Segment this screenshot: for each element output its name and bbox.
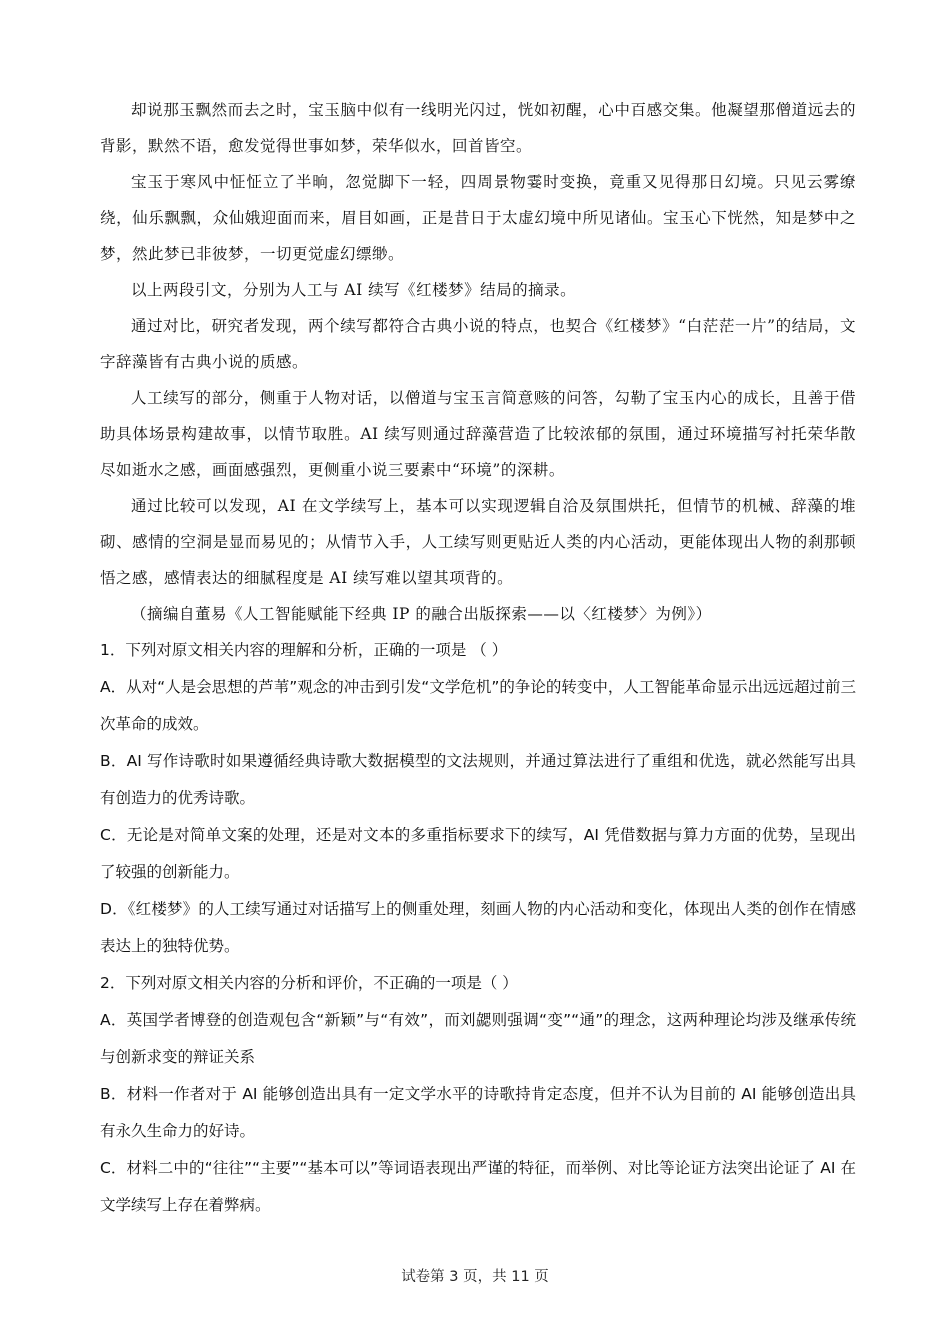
question-1 xyxy=(100,632,856,965)
question-stem: 2．下列对原文相关内容的分析和评价，不正确的一项是（ ） xyxy=(100,974,518,992)
page-content xyxy=(100,92,856,1224)
question-2 xyxy=(100,965,856,1224)
passage-paragraph: 人工续写的部分，侧重于人物对话，以僧道与宝玉言简意赅的问答，勾勒了宝玉内心的成长，且善于借助具体场景构建故事，以情节取胜。AI 续写则通过辞藻营造了比较浓郁的氛围，通过环境描写衬托荣华散尽如逝水之感，画面感强烈，更侧重小说三要素中“环境”的深耕。 xyxy=(100,389,856,479)
question-section xyxy=(100,632,856,1224)
question-option: B．材料一作者对于 AI 能够创造出具有一定文学水平的诗歌持肯定态度，但并不认为目前的 AI 能够创造出具有永久生命力的好诗。 xyxy=(100,1085,856,1140)
question-option: D．《红楼梦》的人工续写通过对话描写上的侧重处理，刻画人物的内心活动和变化，体现出人类的创作在情感表达上的独特优势。 xyxy=(100,900,856,955)
page-footer: 试卷第 3 页，共 11 页 xyxy=(401,1269,549,1285)
passage-paragraph: 通过比较可以发现，AI 在文学续写上，基本可以实现逻辑自洽及氛围烘托，但情节的机械、辞藻的堆砌、感情的空洞是显而易见的；从情节入手，人工续写则更贴近人类的内心活动，更能体现出人物的刹那顿悟之感，感情表达的细腻程度是 AI 续写难以望其项背的。 xyxy=(100,497,856,587)
passage-source: （摘编自董易《人工智能赋能下经典 IP 的融合出版探索——以〈红楼梦〉为例》） xyxy=(131,605,712,623)
question-option: B．AI 写作诗歌时如果遵循经典诗歌大数据模型的文法规则，并通过算法进行了重组和优选，就必然能写出具有创造力的优秀诗歌。 xyxy=(100,752,856,807)
question-option: A．从对“人是会思想的芦苇”观念的冲击到引发“文学危机”的争论的转变中，人工智能革命显示出远远超过前三次革命的成效。 xyxy=(100,678,856,733)
question-stem: 1．下列对原文相关内容的理解和分析，正确的一项是 （ ） xyxy=(100,641,508,659)
reading-passage xyxy=(100,92,856,632)
question-option: A．英国学者博登的创造观包含“新颖”与“有效”，而刘勰则强调“变”“通”的理念，这两种理论均涉及继承传统与创新求变的辩证关系 xyxy=(100,1011,856,1066)
question-option: C．材料二中的“往往”“主要”“基本可以”等词语表现出严谨的特征，而举例、对比等论证方法突出论证了 AI 在文学续写上存在着弊病。 xyxy=(100,1159,856,1214)
question-option: C．无论是对简单文案的处理，还是对文本的多重指标要求下的续写，AI 凭借数据与算力方面的优势，呈现出了较强的创新能力。 xyxy=(100,826,856,881)
passage-paragraph: 却说那玉飘然而去之时，宝玉脑中似有一线明光闪过，恍如初醒，心中百感交集。他凝望那僧道远去的背影，默然不语，愈发觉得世事如梦，荣华似水，回首皆空。 xyxy=(100,101,856,155)
passage-paragraph: 以上两段引文，分别为人工与 AI 续写《红楼梦》结局的摘录。 xyxy=(131,281,577,299)
passage-paragraph: 宝玉于寒风中怔怔立了半晌，忽觉脚下一轻，四周景物霎时变换，竟重又见得那日幻境。只见云雾缭绕，仙乐飘飘，众仙娥迎面而来，眉目如画，正是昔日于太虚幻境中所见诸仙。宝玉心下恍然，知是梦中之梦，然此梦已非彼梦，一切更觉虚幻缥缈。 xyxy=(100,173,856,263)
passage-paragraph: 通过对比，研究者发现，两个续写都符合古典小说的特点，也契合《红楼梦》“白茫茫一片”的结局，文字辞藻皆有古典小说的质感。 xyxy=(100,317,856,371)
